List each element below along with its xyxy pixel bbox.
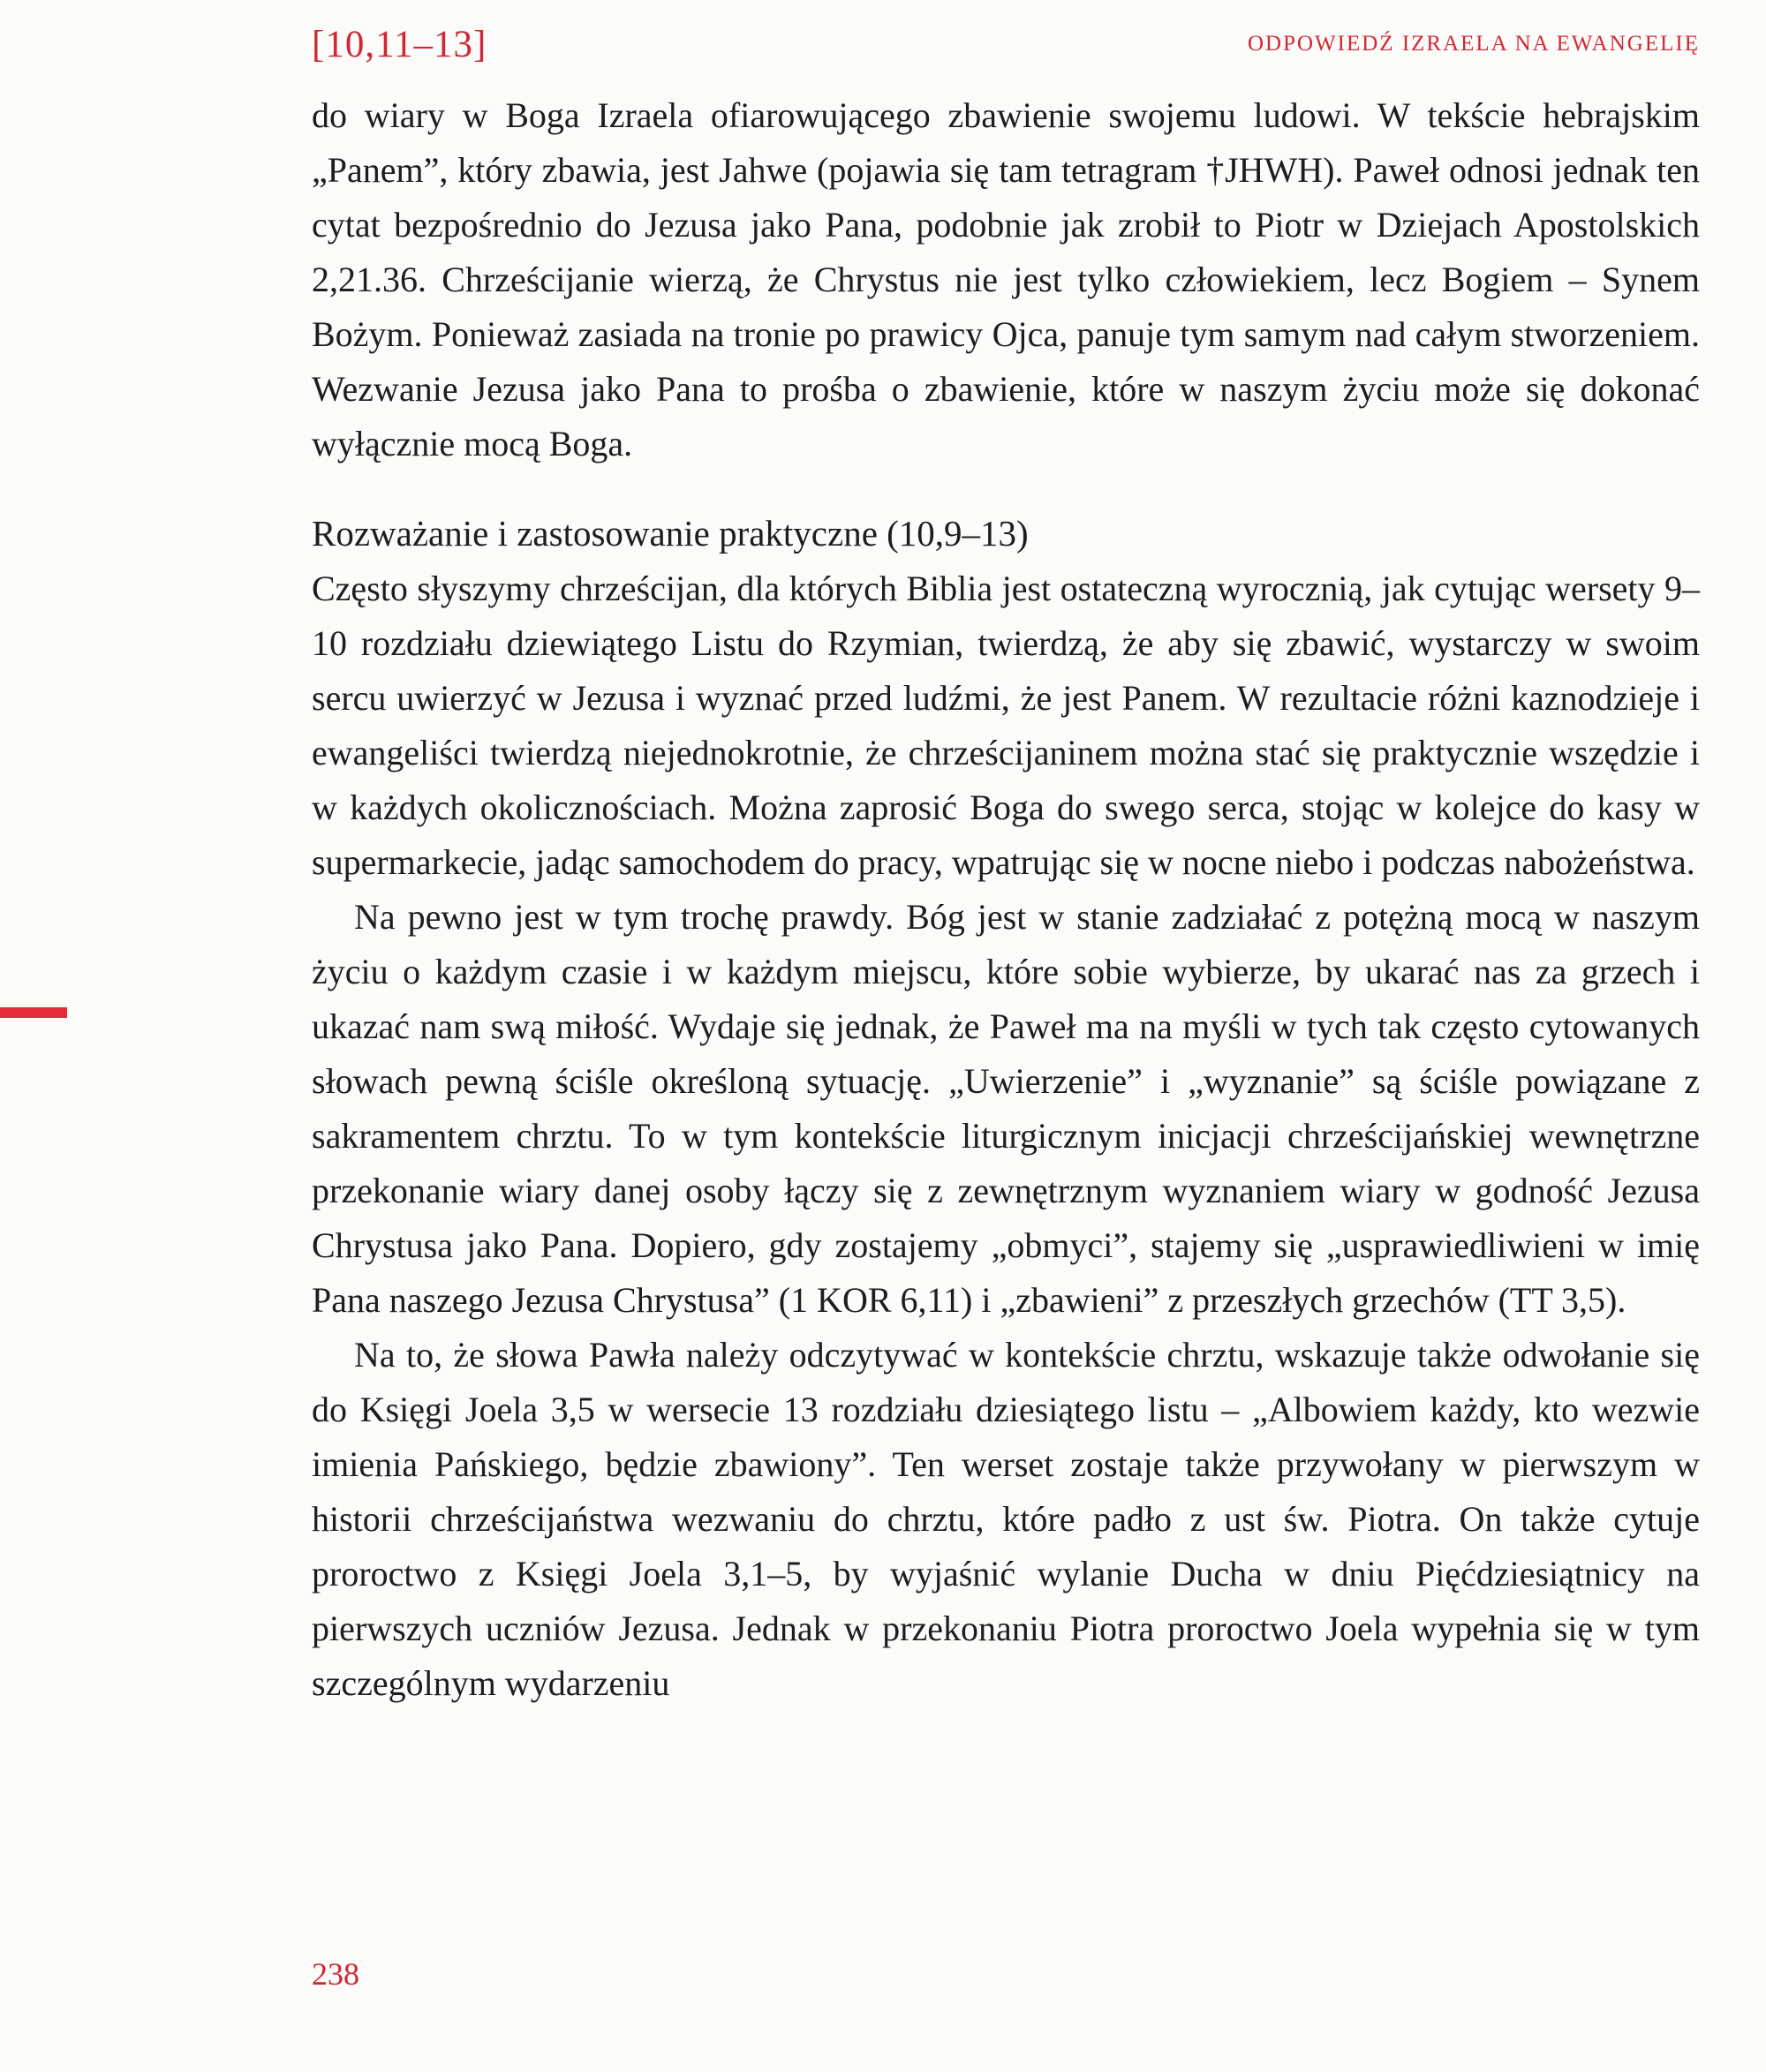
- running-title: ODPOWIEDŹ IZRAELA NA EWANGELIĘ: [1247, 32, 1700, 56]
- section-heading: Rozważanie i zastosowanie praktyczne (10,9–13): [312, 513, 1029, 554]
- paragraph-3: Na pewno jest w tym trochę prawdy. Bóg jest w stanie zadziałać z potężną mocą w naszym życiu o każdym czasie i w każdym miejscu, które sobie wybierze, by ukarać nas za grzech i ukazać nam swą miłość. Wydaje się jednak, że Paweł ma na myśli w tych tak często cytowanych słowach pewną ściśle określoną sytuację. „Uwierzenie” i „wyznanie” są ściśle powiązane z sakramentem chrztu. To w tym kontekście liturgicznym inicjacji chrześcijańskiej wewnętrzne przekonanie wiary danej osoby łączy się z zewnętrznym wyznaniem wiary w godność Jezusa Chrystusa jako Pana. Dopiero, gdy zostajemy „obmyci”, stajemy się „usprawiedliwieni w imię Pana naszego Jezusa Chrystusa” (1 KOR 6,11) i „zbawieni” z przeszłych grzechów (TT 3,5).: [312, 897, 1700, 1320]
- main-text: [312, 88, 1700, 1711]
- paragraph-1: do wiary w Boga Izraela ofiarowującego zbawienie swojemu ludowi. W tekście hebrajskim „Panem”, który zbawia, jest Jahwe (pojawia się tam tetragram †JHWH). Paweł odnosi jednak ten cytat bezpośrednio do Jezusa jako Pana, podobnie jak zrobił to Piotr w Dziejach Apostolskich 2,21.36. Chrześcijanie wierzą, że Chrystus nie jest tylko człowiekiem, lecz Bogiem – Synem Bożym. Ponieważ zasiada na tronie po prawicy Ojca, panuje tym samym nad całym stworzeniem. Wezwanie Jezusa jako Pana to prośba o zbawienie, które w naszym życiu może się dokonać wyłącznie mocą Boga.: [312, 95, 1700, 463]
- page-number: 238: [312, 1956, 359, 1992]
- paragraph-4: Na to, że słowa Pawła należy odczytywać w kontekście chrztu, wskazuje także odwołanie się do Księgi Joela 3,5 w wersecie 13 rozdziału dziesiątego listu – „Albowiem każdy, kto wezwie imienia Pańskiego, będzie zbawiony”. Ten werset zostaje także przywołany w pierwszym w historii chrześcijaństwa wezwaniu do chrztu, które padło z ust św. Piotra. On także cytuje proroctwo z Księgi Joela 3,1–5, by wyjaśnić wylanie Ducha w dniu Pięćdziesiątnicy na pierwszych uczniów Jezusa. Jednak w przekonaniu Piotra proroctwo Joela wypełnia się w tym szczególnym wydarzeniu: [312, 1335, 1700, 1703]
- paragraph-2: Często słyszymy chrześcijan, dla których Biblia jest ostateczną wyrocznią, jak cytując wersety 9–10 rozdziału dziewiątego Listu do Rzymian, twierdzą, że aby się zbawić, wystarczy w swoim sercu uwierzyć w Jezusa i wyznać przed ludźmi, że jest Panem. W rezultacie różni kaznodzieje i ewangeliści twierdzą niejednokrotnie, że chrześcijaninem można stać się praktycznie wszędzie i w każdych okolicznościach. Można zaprosić Boga do swego serca, stojąc w kolejce do kasy w supermarkecie, jadąc samochodem do pracy, wpatrując się w nocne niebo i podczas nabożeństwa.: [312, 569, 1700, 882]
- running-header: [312, 16, 1700, 69]
- section-reference: [10,11–13]: [312, 24, 487, 65]
- margin-marker: [0, 1007, 67, 1018]
